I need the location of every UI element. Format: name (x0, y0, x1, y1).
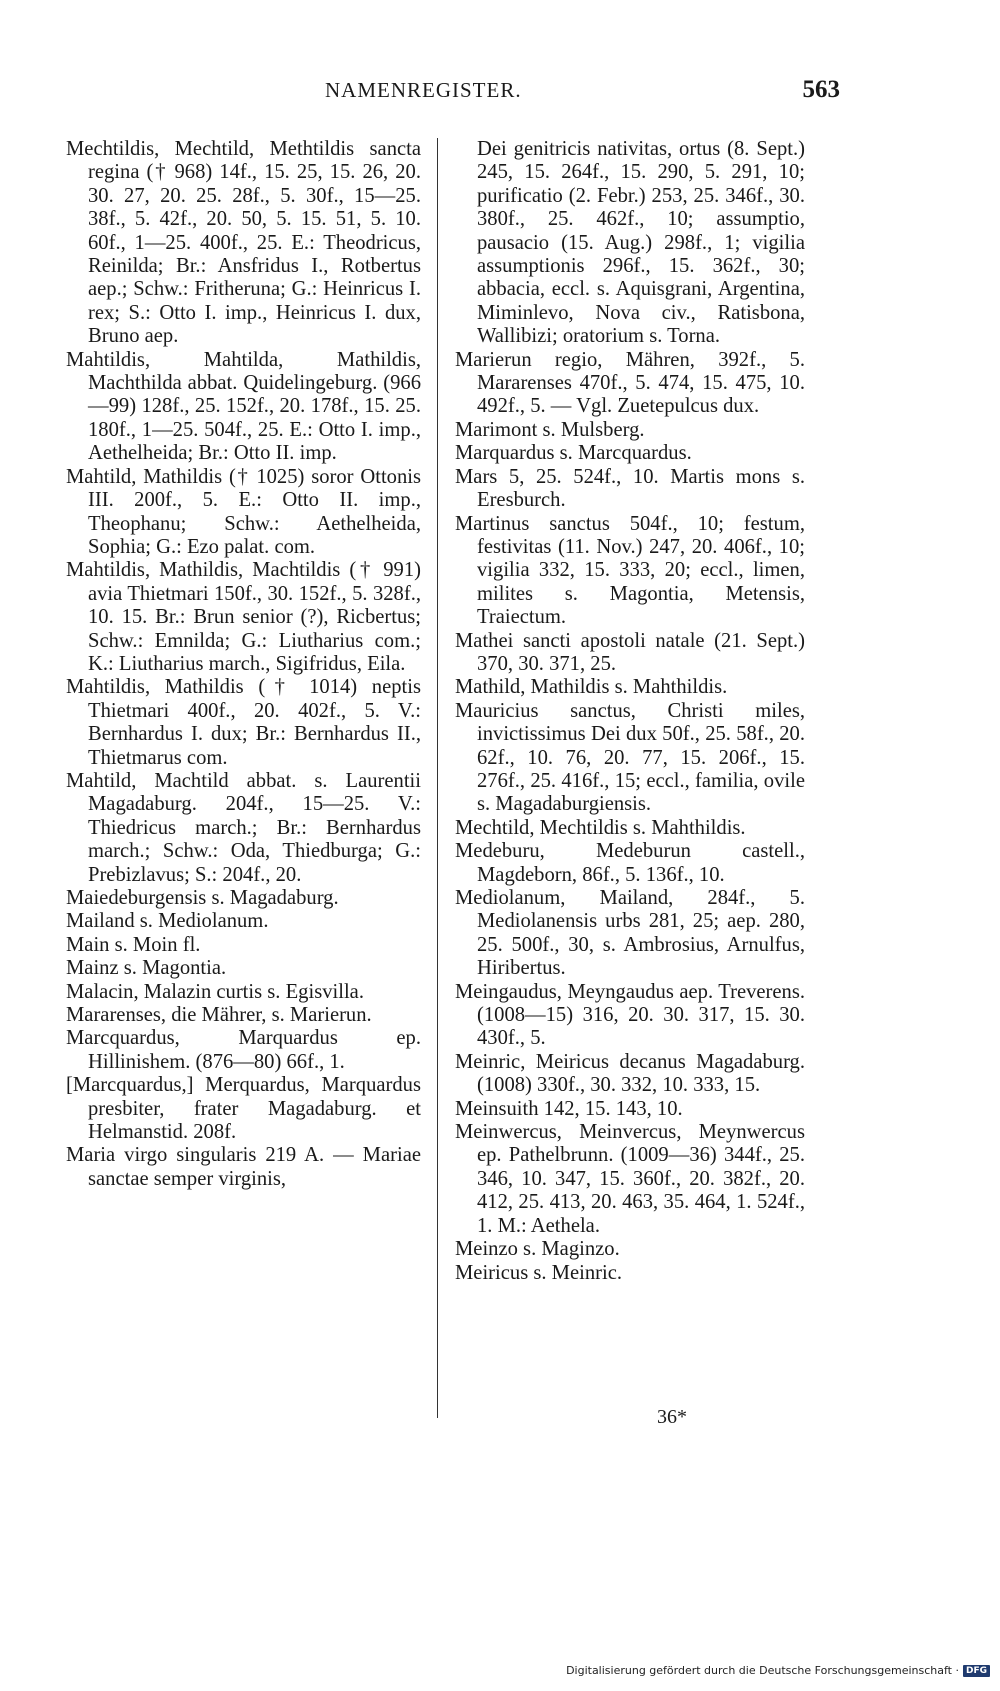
index-entry: Malacin, Malazin curtis s. Egisvilla. (66, 980, 364, 1003)
index-entry: Martinus sanctus 504f., 10; festum, festivitas (11. Nov.) 247, 20. 406f., 10; vigilia 332, 15. 333, 20; eccl., limen, milites s. Magontia, Metensis, Traiectum. (455, 512, 805, 629)
index-entry: Mathei sancti apostoli natale (21. Sept.) 370, 30. 371, 25. (455, 629, 805, 675)
index-entry: Marimont s. Mulsberg. (455, 418, 645, 441)
footer-text: Digitalisierung gefördert durch die Deutsche Forschungsgemeinschaft · (566, 1664, 959, 1677)
index-entry: Marierun regio, Mähren, 392f., 5. Mararenses 470f., 5. 474, 15. 475, 10. 492f., 5. — Vgl. Zuetepulcus dux. (455, 348, 805, 418)
index-entry: Medeburu, Medeburun castell., Magdeborn, 86f., 5. 136f., 10. (455, 840, 805, 886)
footer (566, 1664, 990, 1677)
index-entry: Mahtildis, Mahtilda, Mathildis, Machthilda abbat. Quidelingeburg. (966—99) 128f., 25. 152f., 20. 178f., 15. 25. 180f., 1—25. 504f., 25. E.: Otto I. imp., Aethelheida; Br.: Otto II. imp. (66, 348, 421, 465)
index-entry: Maiedeburgensis s. Magadaburg. (66, 887, 339, 909)
index-entry: Mechtild, Mechtildis s. Mahthildis. (455, 816, 746, 839)
right-column (455, 138, 805, 1285)
index-entry: Mahtildis, Mathildis († 1014) neptis Thietmari 400f., 20. 402f., 5. V.: Bernhardus I. dux; Br.: Bernhardus II., Thietmarus com. (66, 676, 421, 769)
index-entry: Maria virgo singularis 219 A. — Mariae sanctae semper virginis, (66, 1144, 421, 1190)
index-entry: Marquardus s. Marcquardus. (455, 442, 692, 465)
index-entry: Mahtild, Machtild abbat. s. Laurentii Magadaburg. 204f., 15—25. V.: Thiedricus march.; Br.: Bernhardus march.; Schw.: Oda, Thiedburga; G.: Prebizlavus; S.: 204f., 20. (66, 769, 421, 886)
index-entry: [Marcquardus,] Merquardus, Marquardus presbiter, frater Magadaburg. et Helmanstid. 208f. (66, 1074, 421, 1144)
index-entry: Mainz s. Magontia. (66, 957, 227, 980)
dfg-logo-icon: DFG (963, 1665, 990, 1677)
page-number: 563 (802, 76, 840, 103)
index-entry: Meinwercus, Meinvercus, Meynwercus ep. Pathelbrunn. (1009—36) 344f., 25. 346, 10. 347, 15. 360f., 20. 382f., 20. 412, 25. 413, 20. 463, 35. 464, 1. 524f., 1. M.: Aethela. (455, 1121, 805, 1237)
index-entry: Meinzo s. Maginzo. (455, 1238, 620, 1261)
index-entry: Mathild, Mathildis s. Mahthildis. (455, 676, 728, 699)
column-divider (437, 138, 438, 1418)
index-entry-continuation: Dei genitricis nativitas, ortus (8. Sept.) 245, 15. 264f., 15. 290, 5. 291, 10; purificatio (2. Febr.) 253, 25. 346f., 30. 380f., 25. 462f., 10; assumptio, pausacio (15. Aug.) 298f., 1; vigilia assumptionis 296f., 15. 362f., 30; abbacia, eccl. s. Aquisgrani, Argentina, Miminlevo, Nova civ., Ratisbona, Wallibizi; oratorium s. Torna. (477, 138, 805, 348)
index-entry: Meinsuith 142, 15. 143, 10. (455, 1097, 683, 1120)
running-title: NAMENREGISTER. (325, 78, 522, 102)
index-entry: Meinric, Meiricus decanus Magadaburg. (1008) 330f., 30. 332, 10. 333, 15. (455, 1050, 805, 1097)
index-entry: Mararenses, die Mährer, s. Marierun. (66, 1004, 372, 1027)
index-entry: Meingaudus, Meyngaudus aep. Treverens. (1008—15) 316, 20. 30. 317, 15. 30. 430f., 5. (455, 980, 805, 1050)
index-entry: Mars 5, 25. 524f., 10. Martis mons s. Eresburch. (455, 465, 805, 512)
index-entry: Mechtildis, Mechtild, Methtildis sancta regina († 968) 14f., 15. 25, 15. 26, 20. 30. 27, 20. 25. 28f., 5. 30f., 15—25. 38f., 5. 42f., 20. 50, 5. 15. 51, 5. 10. 60f., 1—25. 400f., 25. E.: Theodricus, Reinilda; Br.: Ansfridus I., Rotbertus aep.; Schw.: Fritheruna; G.: Heinricus I. rex; S.: Otto I. imp., Heinricus I. dux, Bruno aep. (66, 138, 421, 348)
index-entry: Mahtildis, Mathildis, Machtildis († 991) avia Thietmari 150f., 30. 152f., 5. 328f., 10. 15. Br.: Brun senior (?), Ricbertus; Schw.: Emnilda; G.: Liutharius com.; K.: Liutharius march., Sigifridus, Eila. (66, 559, 421, 675)
signature-mark: 36* (657, 1406, 687, 1428)
index-entry: Main s. Moin fl. (66, 933, 201, 956)
index-entry: Mahtild, Mathildis († 1025) soror Ottonis III. 200f., 5. E.: Otto II. imp., Theophanu; Schw.: Aethelheida, Sophia; G.: Ezo palat. com. (66, 465, 421, 558)
index-entry: Meiricus s. Meinric. (455, 1261, 623, 1284)
index-entry: Mediolanum, Mailand, 284f., 5. Mediolanensis urbs 281, 25; aep. 280, 25. 500f., 30, s. Ambrosius, Arnulfus, Hiribertus. (455, 887, 805, 980)
index-entry: Marcquardus, Marquardus ep. Hillinishem. (876—80) 66f., 1. (66, 1027, 421, 1073)
left-column (66, 138, 421, 1191)
page-header (60, 76, 840, 116)
index-entry: Mauricius sanctus, Christi miles, invictissimus Dei dux 50f., 25. 58f., 20. 62f., 10. 76, 20. 77, 15. 206f., 15. 276f., 25. 416f., 15; eccl., familia, ovile s. Magadaburgiensis. (455, 699, 805, 816)
index-entry: Mailand s. Mediolanum. (66, 910, 269, 933)
